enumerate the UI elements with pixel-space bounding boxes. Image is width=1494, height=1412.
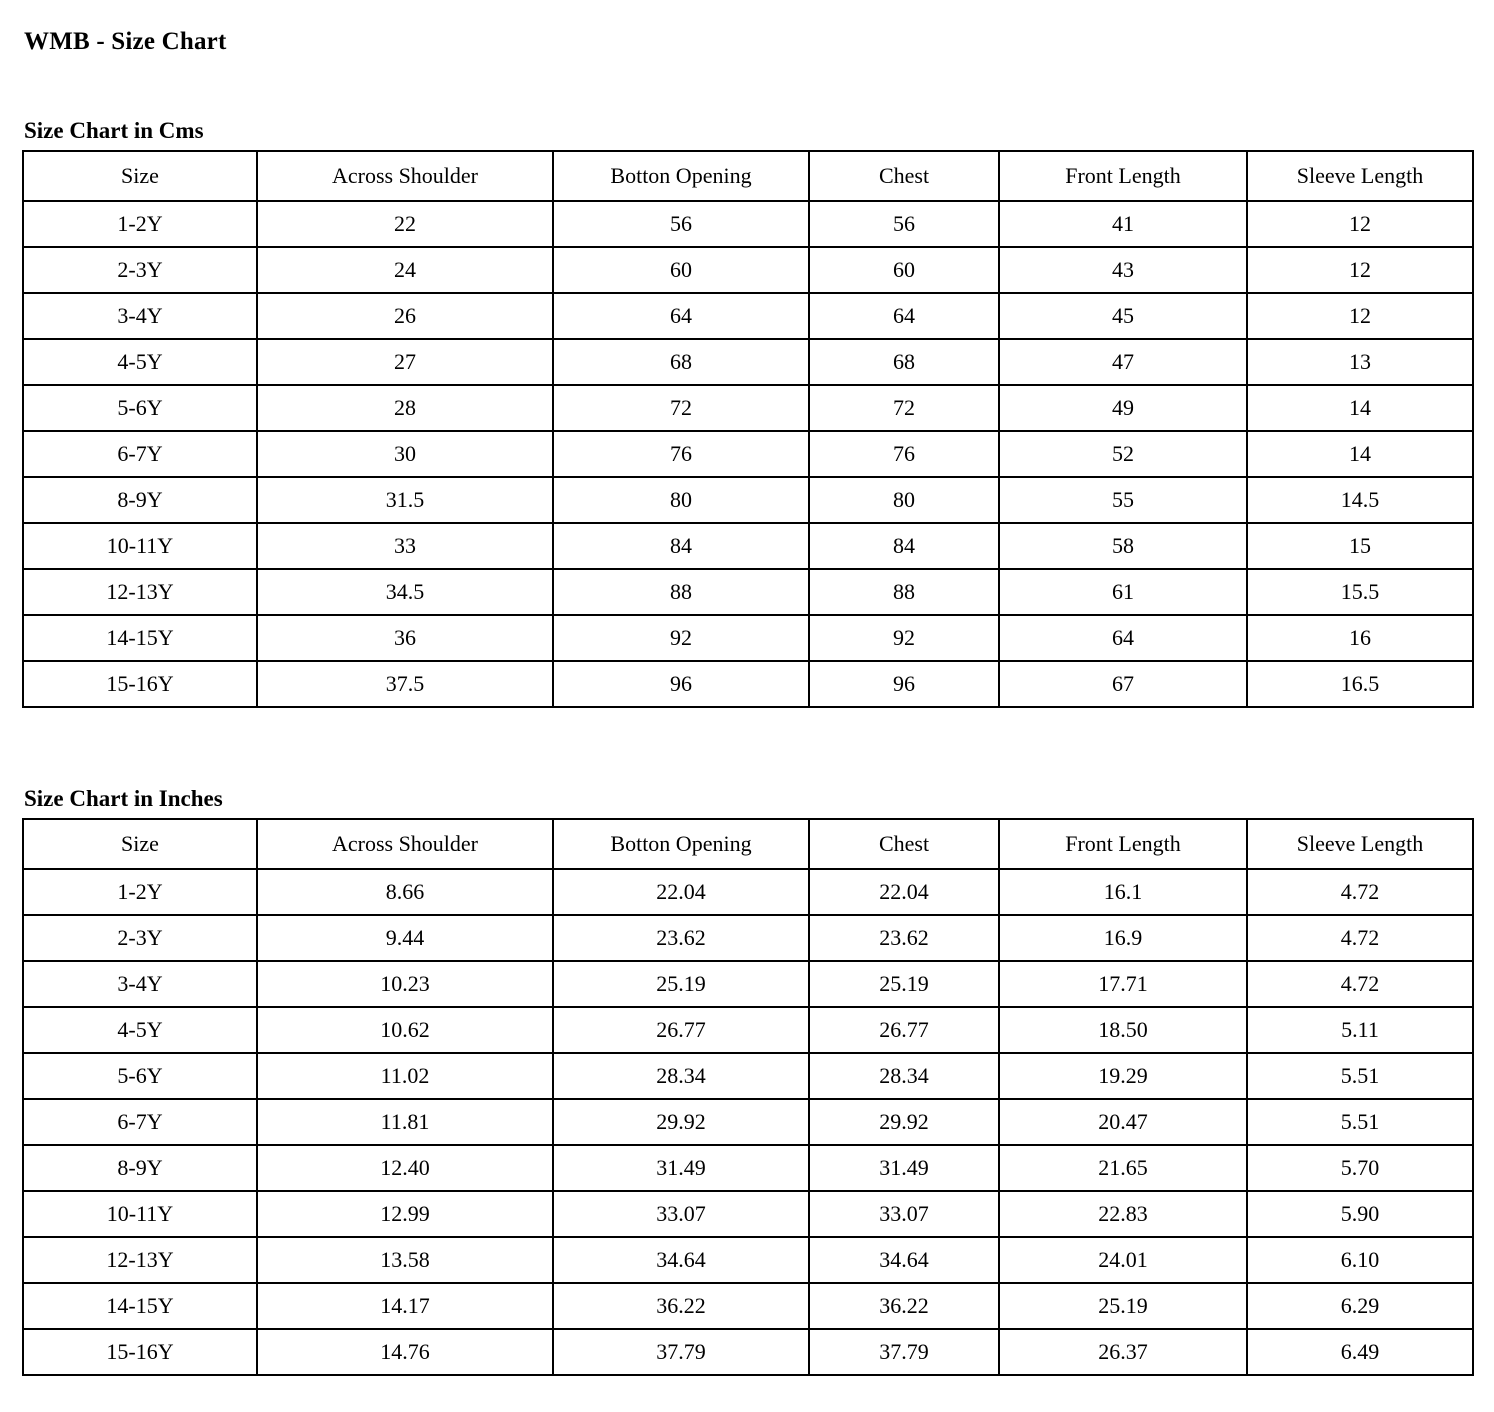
cell-chest: 64 <box>809 293 999 339</box>
cell-size: 5-6Y <box>23 1053 257 1099</box>
cell-across-shoulder: 28 <box>257 385 553 431</box>
page-title: WMB - Size Chart <box>24 28 227 55</box>
cell-botton-opening: 84 <box>553 523 809 569</box>
cell-across-shoulder: 10.62 <box>257 1007 553 1053</box>
cell-front-length: 58 <box>999 523 1247 569</box>
cell-chest: 26.77 <box>809 1007 999 1053</box>
cell-botton-opening: 60 <box>553 247 809 293</box>
cell-across-shoulder: 37.5 <box>257 661 553 707</box>
cell-chest: 80 <box>809 477 999 523</box>
cell-front-length: 52 <box>999 431 1247 477</box>
table-row <box>23 1283 1473 1329</box>
column-header-botton-opening: Botton Opening <box>553 151 809 201</box>
column-header-across-shoulder: Across Shoulder <box>257 819 553 869</box>
cell-across-shoulder: 26 <box>257 293 553 339</box>
cell-size: 3-4Y <box>23 293 257 339</box>
cell-sleeve-length: 6.10 <box>1247 1237 1473 1283</box>
cell-front-length: 24.01 <box>999 1237 1247 1283</box>
cell-front-length: 21.65 <box>999 1145 1247 1191</box>
cell-sleeve-length: 14 <box>1247 431 1473 477</box>
size-chart-table-inches <box>22 818 1474 1376</box>
section-heading-cms: Size Chart in Cms <box>24 118 204 143</box>
table-header-row <box>23 819 1473 869</box>
section-spacer <box>22 708 1472 786</box>
cell-botton-opening: 29.92 <box>553 1099 809 1145</box>
cell-botton-opening: 28.34 <box>553 1053 809 1099</box>
cell-front-length: 22.83 <box>999 1191 1247 1237</box>
cell-chest: 36.22 <box>809 1283 999 1329</box>
column-header-across-shoulder: Across Shoulder <box>257 151 553 201</box>
cell-across-shoulder: 12.99 <box>257 1191 553 1237</box>
cell-size: 1-2Y <box>23 201 257 247</box>
table-row <box>23 1237 1473 1283</box>
cell-across-shoulder: 12.40 <box>257 1145 553 1191</box>
table-header-row <box>23 151 1473 201</box>
column-header-size: Size <box>23 819 257 869</box>
cell-chest: 88 <box>809 569 999 615</box>
cell-sleeve-length: 4.72 <box>1247 915 1473 961</box>
cell-chest: 92 <box>809 615 999 661</box>
cell-size: 3-4Y <box>23 961 257 1007</box>
cell-sleeve-length: 12 <box>1247 293 1473 339</box>
column-header-front-length: Front Length <box>999 819 1247 869</box>
column-header-chest: Chest <box>809 151 999 201</box>
cell-front-length: 16.1 <box>999 869 1247 915</box>
cell-chest: 76 <box>809 431 999 477</box>
table-row <box>23 201 1473 247</box>
cell-front-length: 41 <box>999 201 1247 247</box>
cell-size: 14-15Y <box>23 615 257 661</box>
column-header-chest: Chest <box>809 819 999 869</box>
table-row <box>23 1191 1473 1237</box>
table-row <box>23 615 1473 661</box>
cell-botton-opening: 76 <box>553 431 809 477</box>
cell-botton-opening: 64 <box>553 293 809 339</box>
table-row <box>23 293 1473 339</box>
cell-across-shoulder: 22 <box>257 201 553 247</box>
cell-size: 6-7Y <box>23 1099 257 1145</box>
cell-sleeve-length: 4.72 <box>1247 961 1473 1007</box>
cell-sleeve-length: 5.70 <box>1247 1145 1473 1191</box>
cell-chest: 29.92 <box>809 1099 999 1145</box>
cell-across-shoulder: 33 <box>257 523 553 569</box>
cell-chest: 60 <box>809 247 999 293</box>
cell-chest: 68 <box>809 339 999 385</box>
cell-sleeve-length: 5.51 <box>1247 1053 1473 1099</box>
section-heading-inches: Size Chart in Inches <box>24 786 223 811</box>
cell-botton-opening: 56 <box>553 201 809 247</box>
cell-front-length: 64 <box>999 615 1247 661</box>
cell-chest: 96 <box>809 661 999 707</box>
table-row <box>23 1329 1473 1375</box>
column-header-size: Size <box>23 151 257 201</box>
cell-chest: 34.64 <box>809 1237 999 1283</box>
cell-size: 1-2Y <box>23 869 257 915</box>
cell-sleeve-length: 13 <box>1247 339 1473 385</box>
cell-sleeve-length: 5.90 <box>1247 1191 1473 1237</box>
cell-across-shoulder: 14.76 <box>257 1329 553 1375</box>
cell-size: 8-9Y <box>23 477 257 523</box>
cell-sleeve-length: 5.51 <box>1247 1099 1473 1145</box>
cell-across-shoulder: 9.44 <box>257 915 553 961</box>
cell-front-length: 47 <box>999 339 1247 385</box>
cell-front-length: 55 <box>999 477 1247 523</box>
cell-chest: 25.19 <box>809 961 999 1007</box>
cell-chest: 84 <box>809 523 999 569</box>
cell-front-length: 16.9 <box>999 915 1247 961</box>
cell-botton-opening: 80 <box>553 477 809 523</box>
cell-front-length: 25.19 <box>999 1283 1247 1329</box>
cell-front-length: 45 <box>999 293 1247 339</box>
table-row <box>23 915 1473 961</box>
cell-sleeve-length: 15 <box>1247 523 1473 569</box>
cell-sleeve-length: 14.5 <box>1247 477 1473 523</box>
cell-sleeve-length: 12 <box>1247 247 1473 293</box>
cell-across-shoulder: 11.81 <box>257 1099 553 1145</box>
cell-size: 6-7Y <box>23 431 257 477</box>
cell-sleeve-length: 15.5 <box>1247 569 1473 615</box>
table-row <box>23 385 1473 431</box>
cell-botton-opening: 26.77 <box>553 1007 809 1053</box>
cell-botton-opening: 23.62 <box>553 915 809 961</box>
cell-front-length: 49 <box>999 385 1247 431</box>
cell-size: 15-16Y <box>23 1329 257 1375</box>
cell-sleeve-length: 6.49 <box>1247 1329 1473 1375</box>
cell-sleeve-length: 4.72 <box>1247 869 1473 915</box>
table-row <box>23 247 1473 293</box>
cell-front-length: 18.50 <box>999 1007 1247 1053</box>
cell-front-length: 43 <box>999 247 1247 293</box>
table-row <box>23 477 1473 523</box>
column-header-sleeve-length: Sleeve Length <box>1247 819 1473 869</box>
table-row <box>23 869 1473 915</box>
cell-chest: 28.34 <box>809 1053 999 1099</box>
cell-chest: 31.49 <box>809 1145 999 1191</box>
cell-botton-opening: 72 <box>553 385 809 431</box>
cell-across-shoulder: 27 <box>257 339 553 385</box>
cell-across-shoulder: 13.58 <box>257 1237 553 1283</box>
cell-botton-opening: 33.07 <box>553 1191 809 1237</box>
cell-size: 2-3Y <box>23 247 257 293</box>
cell-botton-opening: 22.04 <box>553 869 809 915</box>
cell-across-shoulder: 8.66 <box>257 869 553 915</box>
table-row <box>23 1145 1473 1191</box>
cell-across-shoulder: 10.23 <box>257 961 553 1007</box>
cell-across-shoulder: 14.17 <box>257 1283 553 1329</box>
cell-across-shoulder: 31.5 <box>257 477 553 523</box>
size-chart-table-cms <box>22 150 1474 708</box>
cell-size: 10-11Y <box>23 523 257 569</box>
cell-sleeve-length: 16.5 <box>1247 661 1473 707</box>
cell-botton-opening: 92 <box>553 615 809 661</box>
cell-chest: 56 <box>809 201 999 247</box>
cell-chest: 37.79 <box>809 1329 999 1375</box>
column-header-sleeve-length: Sleeve Length <box>1247 151 1473 201</box>
table-row <box>23 523 1473 569</box>
cell-botton-opening: 36.22 <box>553 1283 809 1329</box>
cell-sleeve-length: 14 <box>1247 385 1473 431</box>
cell-botton-opening: 31.49 <box>553 1145 809 1191</box>
cell-size: 4-5Y <box>23 1007 257 1053</box>
cell-front-length: 67 <box>999 661 1247 707</box>
cell-size: 5-6Y <box>23 385 257 431</box>
cell-botton-opening: 96 <box>553 661 809 707</box>
title-spacer <box>22 56 1472 118</box>
cell-sleeve-length: 5.11 <box>1247 1007 1473 1053</box>
cell-botton-opening: 25.19 <box>553 961 809 1007</box>
cell-across-shoulder: 34.5 <box>257 569 553 615</box>
cell-size: 14-15Y <box>23 1283 257 1329</box>
cell-across-shoulder: 36 <box>257 615 553 661</box>
table-row <box>23 569 1473 615</box>
table-row <box>23 1099 1473 1145</box>
cell-chest: 72 <box>809 385 999 431</box>
table-row <box>23 339 1473 385</box>
cell-size: 4-5Y <box>23 339 257 385</box>
table-row <box>23 1053 1473 1099</box>
cell-botton-opening: 68 <box>553 339 809 385</box>
cell-size: 12-13Y <box>23 569 257 615</box>
cell-chest: 33.07 <box>809 1191 999 1237</box>
cell-sleeve-length: 12 <box>1247 201 1473 247</box>
cell-sleeve-length: 16 <box>1247 615 1473 661</box>
cell-chest: 23.62 <box>809 915 999 961</box>
cell-botton-opening: 34.64 <box>553 1237 809 1283</box>
cell-size: 12-13Y <box>23 1237 257 1283</box>
cell-size: 8-9Y <box>23 1145 257 1191</box>
cell-size: 2-3Y <box>23 915 257 961</box>
cell-size: 15-16Y <box>23 661 257 707</box>
cell-size: 10-11Y <box>23 1191 257 1237</box>
cell-botton-opening: 88 <box>553 569 809 615</box>
table-row <box>23 961 1473 1007</box>
cell-front-length: 17.71 <box>999 961 1247 1007</box>
cell-front-length: 19.29 <box>999 1053 1247 1099</box>
table-row <box>23 1007 1473 1053</box>
cell-front-length: 20.47 <box>999 1099 1247 1145</box>
column-header-front-length: Front Length <box>999 151 1247 201</box>
column-header-botton-opening: Botton Opening <box>553 819 809 869</box>
table-row <box>23 661 1473 707</box>
cell-chest: 22.04 <box>809 869 999 915</box>
table-row <box>23 431 1473 477</box>
cell-across-shoulder: 30 <box>257 431 553 477</box>
cell-across-shoulder: 24 <box>257 247 553 293</box>
cell-sleeve-length: 6.29 <box>1247 1283 1473 1329</box>
cell-front-length: 26.37 <box>999 1329 1247 1375</box>
cell-botton-opening: 37.79 <box>553 1329 809 1375</box>
cell-front-length: 61 <box>999 569 1247 615</box>
cell-across-shoulder: 11.02 <box>257 1053 553 1099</box>
